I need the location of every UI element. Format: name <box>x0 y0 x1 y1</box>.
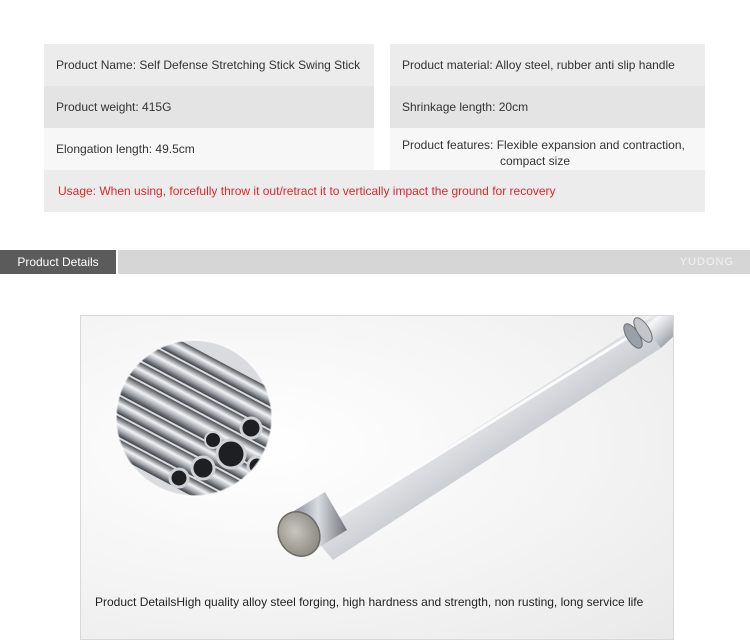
product-name-cell <box>44 44 374 86</box>
product-features-line2: compact size <box>500 154 571 168</box>
product-material-cell <box>374 44 705 86</box>
usage-text: Usage: When using, forcefully throw it out/retract it to vertically impact the ground for recovery <box>58 184 556 198</box>
product-details-tab <box>0 250 116 274</box>
product-spec-table <box>44 44 705 212</box>
usage-row <box>44 170 705 212</box>
spec-row <box>44 44 705 86</box>
product-details-label: Product Details <box>17 255 99 269</box>
spec-row <box>44 86 705 128</box>
photo-caption: Product DetailsHigh quality alloy steel forging, high hardness and strength, non rusting, long service life <box>95 595 644 609</box>
brand-watermark: YUDONG <box>679 256 734 268</box>
steel-tubes-closeup-image <box>81 316 326 535</box>
product-material: Product material: Alloy steel, rubber anti slip handle <box>402 58 675 72</box>
product-features-line1: Product features: Flexible expansion and contraction, <box>402 138 685 152</box>
product-weight: Product weight: 415G <box>56 100 172 114</box>
tab-divider <box>116 250 118 274</box>
product-details-bar <box>0 250 750 274</box>
elongation-length: Elongation length: 49.5cm <box>56 142 195 156</box>
telescopic-stick-image <box>81 316 674 640</box>
product-weight-cell <box>44 86 374 128</box>
stick-rod <box>311 316 674 560</box>
elongation-length-cell <box>44 128 374 170</box>
spec-row <box>44 128 705 170</box>
shrinkage-length-cell <box>374 86 705 128</box>
product-features-cell <box>374 128 705 170</box>
product-photo <box>80 315 674 640</box>
shrinkage-length: Shrinkage length: 20cm <box>402 100 529 114</box>
product-name: Product Name: Self Defense Stretching Stick Swing Stick <box>56 58 361 72</box>
